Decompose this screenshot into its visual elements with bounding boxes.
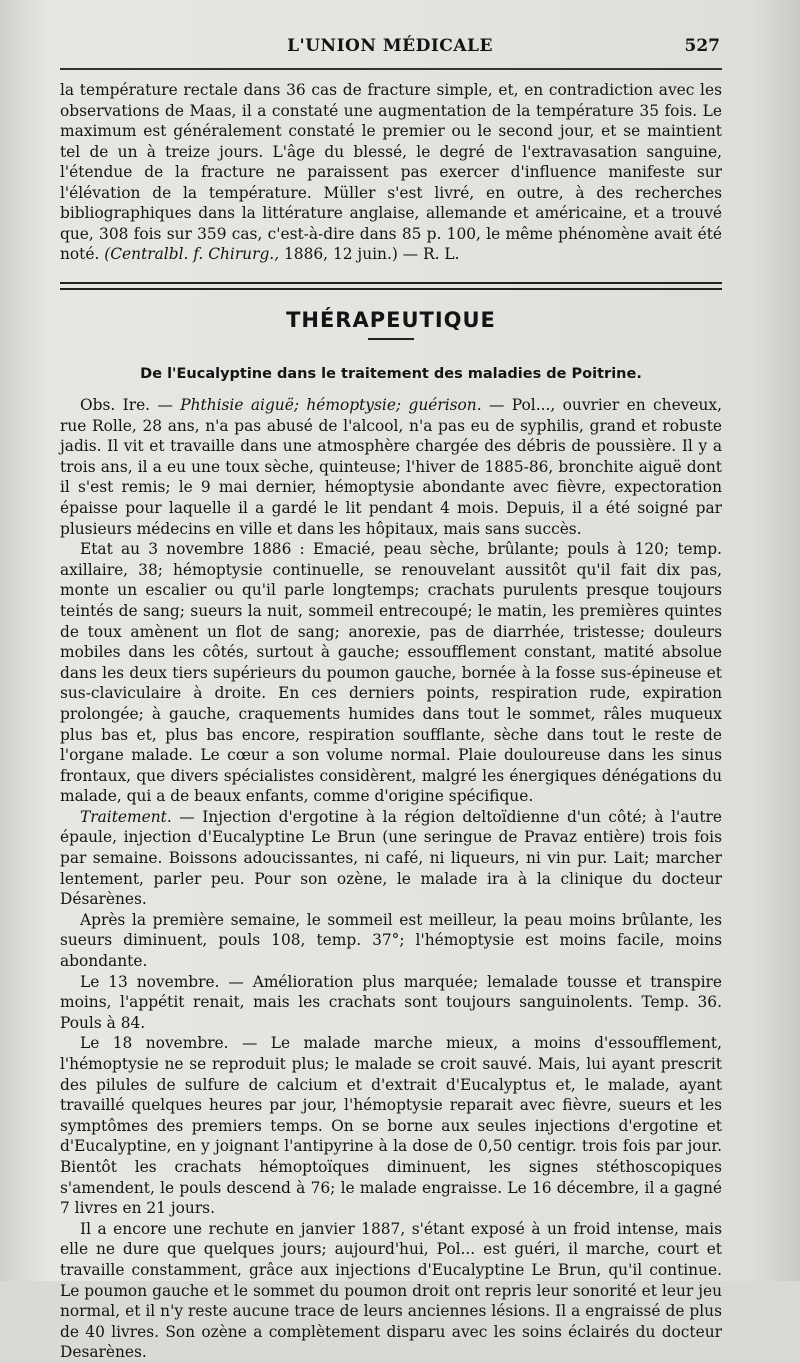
paragraph-traitement [60, 807, 722, 910]
previous-article-end [60, 80, 722, 265]
paragraph-etat: Etat au 3 novembre 1886 : Emacié, peau sèche, brûlante; pouls à 120; temp. axillaire, 38; hémoptysie continuelle, se renouvelant aussitôt qu'il fait dix pas, monte un escalier ou qu'il parle longtemps; crachats purulents presque toujours teintés de sang; sueurs la nuit, sommeil entrecoupé; le matin, les premières quintes de toux amènent un flot de sang; anorexie, pas de diarrhée, tristesse; douleurs mobiles dans les côtés, surtout à gauche; essoufflement constant, matité absolue dans les deux tiers supérieurs du poumon gauche, bornée à la fosse sus-épineuse et sus-claviculaire à droite. En ces derniers points, respiration rude, expiration prolongée; à gauche, craquements humides dans tout le sommet, râles muqueux plus bas et, plus bas encore, respiration soufflante, sèche dans tout le reste de l'organe malade. Le cœur a son volume normal. Plaie douloureuse dans les sinus frontaux, que divers spécialistes considèrent, malgré les énergiques dénégations du malade, qui a de beaux enfants, comme d'origine spécifique. [60, 540, 722, 806]
title-underline [368, 338, 414, 340]
traitement-text: — Injection d'ergotine à la région deltoïdienne d'un côté; à l'autre épaule, injection d'Eucalyptine Le Brun (une seringue de Pravaz entière) trois fois par semaine. Boissons adoucissantes, ni café, ni liqueurs, ni vin pur. Lait; marcher lentement, parler peu. Pour son ozène, le malade ira à la clinique du docteur Désarènes. [60, 807, 722, 909]
header-rule [60, 68, 722, 70]
section-title: THÉRAPEUTIQUE [286, 308, 496, 332]
running-title: L'UNION MÉDICALE [287, 36, 493, 56]
journal-citation: (Centralbl. f. Chirurg., [104, 245, 280, 263]
observation-label: Obs. Ire. — [80, 396, 173, 414]
article-title: De l'Eucalyptine dans le traitement des maladies de Poitrine. [140, 366, 642, 382]
continuation-paragraph [60, 80, 722, 265]
page-number: 527 [684, 36, 720, 56]
observation-text: — Pol..., ouvrier en cheveux, rue Rolle, 28 ans, n'a pas abusé de l'alcool, n'a pas eu de syphilis, grand et robuste jadis. Il vit et travaille dans une atmosphère chargée des débris de poussière. Il y a trois ans, il a eu une toux sèche, quinteuse; l'hiver de 1885-86, bronchite aiguë dont il s'est remis; le 9 mai dernier, hémoptysie abondante avec fièvre, expectoration épaisse pour laquelle il a gardé le lit pendant 4 mois. Depuis, il a été soigné par plusieurs médecins en ville et dans les hôpitaux, mais sans succès. [60, 396, 722, 538]
article-body [60, 395, 722, 1363]
continuation-text: la température rectale dans 36 cas de fracture simple, et, en contradiction avec les observations de Maas, il a constaté une augmentation de la température 35 fois. Le maximum est généralement constaté le premier ou le second jour, et se maintient tel de un à treize jours. L'âge du blessé, le degré de l'extravasation sanguine, l'étendue de la fracture ne paraissent pas exercer d'influence manifeste sur l'élévation de la température. Müller s'est livré, en outre, à des recherches bibliographiques dans la littérature anglaise, allemande et américaine, et a trouvé que, 308 fois sur 359 cas, c'est-à-dire dans 85 p. 100, le même phénomène avait été noté. [60, 81, 722, 263]
paragraph-13-november: Le 13 novembre. — Amélioration plus marquée; lemalade tousse et transpire moins, l'appétit renait, mais les crachats sont toujours sanguinolents. Temp. 36. Pouls à 84. [60, 972, 722, 1032]
traitement-label: Traitement. [80, 807, 172, 826]
paragraph-18-november: Le 18 novembre. — Le malade marche mieux, a moins d'essoufflement, l'hémoptysie ne se reproduit plus; le malade se croit sauvé. Mais, lui ayant prescrit des pilules de sulfure de calcium et d'extrait d'Eucalyptus et, le malade, ayant travaillé quelques heures par jour, l'hémoptysie reparait avec fièvre, sueurs et les symptômes des premiers temps. On se borne aux seules injections d'ergotine et d'Eucalyptine, en y joignant l'antipyrine à la dose de 0,50 centigr. trois fois par jour. Bientôt les crachats hémoptoïques diminuent, les signes stéthoscopiques s'amendent, le pouls descend à 76; le malade engraisse. Le 16 décembre, il a gagné 7 livres en 21 jours. [60, 1034, 722, 1218]
section-heading [60, 308, 722, 340]
section-separator [60, 282, 722, 290]
paragraph-first-week: Après la première semaine, le sommeil est meilleur, la peau moins brûlante, les sueurs diminuent, pouls 108, temp. 37°; l'hémoptysie est moins facile, moins abondante. [60, 910, 722, 971]
observation-title: Phthisie aiguë; hémoptysie; guérison. [180, 396, 482, 414]
observation-paragraph [60, 395, 722, 539]
paragraph-relapse: Il a encore une rechute en janvier 1887, s'étant exposé à un froid intense, mais elle ne dure que quelques jours; aujourd'hui, Pol... est guéri, il marche, court et travaille constamment, grâce aux injections d'Eucalyptine Le Brun, qu'il continue. Le poumon gauche et le sommet du poumon droit ont repris leur sonorité et leur jeu normal, et il n'y reste aucune trace de leurs anciennes lésions. Il a engraissé de plus de 40 livres. Son ozène a complètement disparu avec les soins éclairés du docteur Desarènes. [60, 1219, 722, 1362]
page-header [60, 36, 720, 60]
citation-date-initials: 1886, 12 juin.) — R. L. [284, 245, 460, 263]
